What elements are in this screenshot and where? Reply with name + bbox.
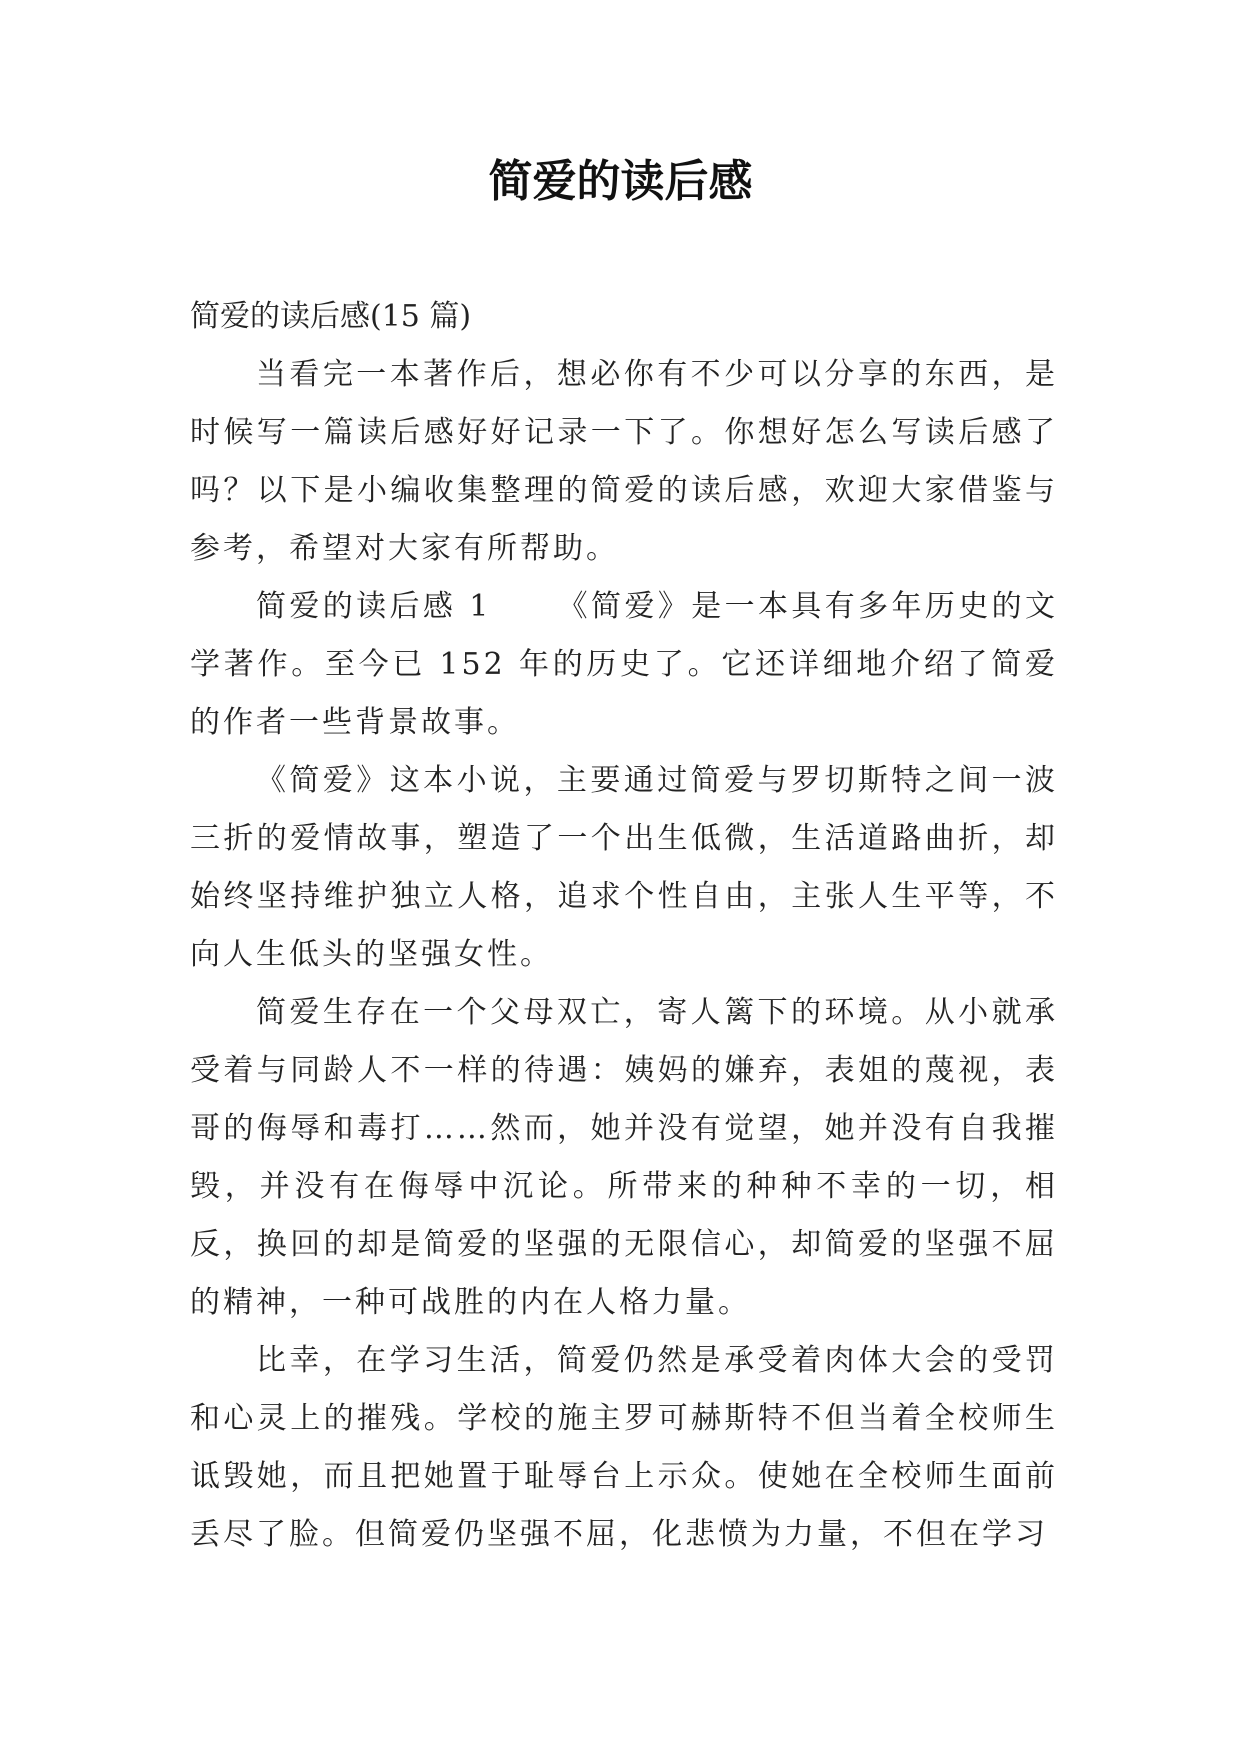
body-paragraph — [190, 752, 1058, 984]
paragraph-text: 《简爱》是一本具有多年历史的文学著作。至今已 152 年的历史了。它还详细地介绍了简爱的作者一些背景故事。 — [190, 589, 1059, 740]
body-paragraph — [190, 1332, 1058, 1564]
intro-paragraph — [190, 346, 1058, 578]
document-body — [190, 288, 1058, 1564]
document-subtitle: 简爱的读后感(15 篇) — [190, 299, 472, 334]
essay-heading: 简爱的读后感 1 — [256, 589, 492, 624]
paragraph-text: 《简爱》这本小说，主要通过简爱与罗切斯特之间一波三折的爱情故事，塑造了一个出生低微，生活道路曲折，却始终坚持维护独立人格，追求个性自由，主张人生平等，不向人生低头的坚强女性。 — [190, 763, 1058, 972]
body-paragraph — [190, 984, 1058, 1332]
paragraph-text: 当看完一本著作后，想必你有不少可以分享的东西，是时候写一篇读后感好好记录一下了。你想好怎么写读后感了吗？以下是小编收集整理的简爱的读后感，欢迎大家借鉴与参考，希望对大家有所帮助。 — [190, 357, 1058, 566]
paragraph-text: 简爱生存在一个父母双亡，寄人篱下的环境。从小就承受着与同龄人不一样的待遇：姨妈的嫌弃，表姐的蔑视，表哥的侮辱和毒打……然而，她并没有觉望，她并没有自我摧毁，并没有在侮辱中沉论。所带来的种种不幸的一切，相反，换回的却是简爱的坚强的无限信心，却简爱的坚强不屈的精神，一种可战胜的内在人格力量。 — [190, 995, 1058, 1320]
document-title: 简爱的读后感 — [488, 156, 753, 207]
paragraph-text: 比幸，在学习生活，简爱仍然是承受着肉体大会的受罚和心灵上的摧残。学校的施主罗可赫斯特不但当着全校师生诋毁她，而且把她置于耻辱台上示众。使她在全校师生面前丢尽了脸。但简爱仍坚强不屈，化悲愤为力量，不但在学习 — [190, 1343, 1058, 1552]
essay-1-paragraph — [190, 578, 1058, 752]
